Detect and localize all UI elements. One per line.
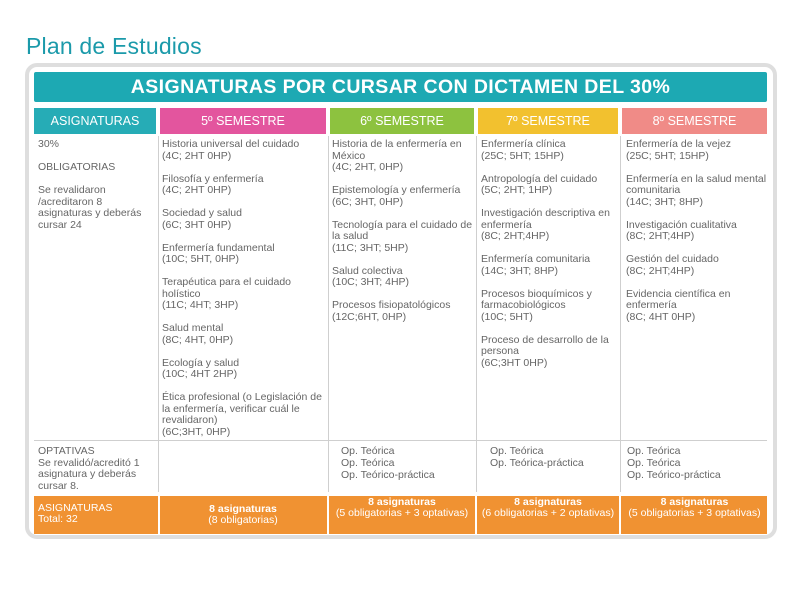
course-item: [162, 243, 330, 266]
course-name: Tecnología para el cuidado de la salud: [332, 218, 473, 242]
semester-5-courses: [162, 139, 330, 450]
totals-count: 8 asignaturas: [660, 496, 729, 508]
course-hours: (8C; 2HT;4HP): [481, 230, 550, 242]
course-hours: (6C;3HT 0HP): [481, 356, 548, 369]
course-name: Antropología del cuidado: [481, 172, 598, 185]
totals-detail: (6 obligatorias + 2 optativas): [481, 507, 615, 520]
totals-semester-8: [622, 496, 767, 534]
course-hours: (6C;3HT, 0HP): [162, 425, 231, 438]
column-header-asignaturas: ASIGNATURAS: [34, 108, 156, 134]
row-divider: [34, 440, 767, 441]
course-name: Enfermería en la salud mental comunitaria: [626, 172, 767, 196]
course-name: Epistemología y enfermería: [332, 184, 461, 196]
footer-divider: [327, 496, 329, 534]
semester-8-courses: [626, 139, 768, 335]
course-hours: (4C; 2HT 0HP): [162, 149, 232, 162]
course-name: Salud colectiva: [332, 264, 403, 277]
course-name: Evidencia científica en enfermería: [626, 287, 731, 311]
optativa-item: Op. Teórico-práctica: [627, 468, 721, 481]
optativa-item: Op. Teórica: [341, 445, 395, 457]
course-item: [626, 289, 768, 324]
footer-divider: [619, 496, 621, 534]
semester-7-courses: [481, 139, 621, 381]
course-name: Gestión del cuidado: [626, 253, 719, 265]
course-hours: (11C; 4HT; 3HP): [162, 299, 239, 311]
course-item: [162, 139, 330, 162]
footer-divider: [475, 496, 477, 534]
course-name: Historia de la enfermería en México: [332, 138, 462, 162]
column-header-semester-5: 5º SEMESTRE: [160, 108, 326, 134]
asignaturas-column: [38, 139, 156, 243]
course-item: [481, 289, 621, 324]
obligatorias-note: Se revalidaron /acreditaron 8 asignaturas y deberás cursar 24: [38, 184, 142, 231]
course-item: [626, 220, 768, 243]
course-name: Procesos bioquímicos y farmacobiológicos: [481, 287, 592, 311]
course-item: [481, 208, 621, 243]
course-name: Investigación cualitativa: [626, 218, 737, 231]
course-name: Investigación descriptiva en enfermería: [481, 207, 610, 231]
course-item: [626, 174, 768, 209]
course-name: Historia universal del cuidado: [162, 138, 300, 150]
optativa-item: Op. Teórica: [627, 456, 681, 469]
course-hours: (4C; 2HT, 0HP): [332, 161, 404, 173]
course-item: [626, 254, 768, 277]
optativa-item: Op. Teórica-práctica: [490, 456, 584, 469]
totals-total: Total: 32: [38, 513, 78, 526]
totals-label: ASIGNATURAS: [38, 502, 113, 514]
column-divider: [158, 136, 159, 492]
course-hours: (8C; 4HT 0HP): [626, 310, 696, 323]
course-item: [332, 139, 474, 174]
optativa-item: Op. Teórico-práctica: [341, 468, 435, 481]
course-hours: (4C; 2HT 0HP): [162, 184, 232, 196]
totals-semester-7: [478, 496, 618, 534]
totals-count: 8 asignaturas: [368, 496, 436, 508]
totals-label-cell: [38, 503, 158, 527]
course-item: [481, 254, 621, 277]
course-hours: (8C; 4HT, 0HP): [162, 333, 234, 346]
optativas-semester-6: [341, 446, 435, 481]
course-hours: (25C; 5HT; 15HP): [626, 149, 709, 162]
column-divider: [476, 136, 477, 492]
optativa-item: Op. Teórica: [627, 445, 681, 457]
totals-semester-6: [330, 496, 474, 534]
page-title: Plan de Estudios: [26, 33, 202, 59]
course-name: Enfermería fundamental: [162, 241, 275, 254]
course-hours: (11C; 3HT; 5HP): [332, 241, 409, 254]
course-hours: (6C; 3HT 0HP): [162, 218, 232, 231]
column-header-semester-8: 8º SEMESTRE: [622, 108, 767, 134]
obligatorias-label: OBLIGATORIAS: [38, 161, 116, 173]
course-hours: (5C; 2HT; 1HP): [481, 184, 553, 196]
course-item: [332, 185, 474, 208]
course-item: [162, 323, 330, 346]
course-hours: (14C; 3HT; 8HP): [626, 195, 704, 208]
course-item: [481, 335, 621, 370]
totals-detail: (5 obligatorias + 3 optativas): [628, 507, 761, 520]
semester-6-courses: [332, 139, 474, 335]
course-item: [162, 358, 330, 381]
course-name: Terapéutica para el cuidado holístico: [162, 276, 292, 300]
course-name: Enfermería clínica: [481, 138, 566, 150]
optativa-item: Op. Teórica: [490, 445, 544, 457]
course-name: Procesos fisiopatológicos: [332, 299, 451, 311]
course-hours: (10C; 4HT 2HP): [162, 368, 238, 380]
course-item: [162, 174, 330, 197]
course-item: [162, 277, 330, 312]
column-header-semester-6: 6º SEMESTRE: [330, 108, 474, 134]
course-hours: (8C; 2HT;4HP): [626, 264, 695, 277]
course-hours: (12C;6HT, 0HP): [332, 310, 407, 323]
totals-detail: (5 obligatorias + 3 optativas): [335, 507, 469, 520]
totals-count: 8 asignaturas: [209, 503, 277, 515]
course-name: Ecología y salud: [162, 356, 240, 369]
course-hours: (8C; 2HT;4HP): [626, 230, 695, 242]
totals-detail: (8 obligatorias): [208, 514, 278, 527]
course-hours: (10C; 5HT, 0HP): [162, 253, 240, 265]
course-hours: (25C; 5HT; 15HP): [481, 149, 564, 162]
optativas-label: OPTATIVAS: [38, 445, 95, 457]
course-name: Proceso de desarrollo de la persona: [481, 333, 609, 357]
course-item: [162, 392, 330, 438]
dictamen-percent: 30%: [38, 138, 60, 150]
optativas-semester-7: [490, 446, 584, 470]
course-hours: (10C; 5HT): [481, 310, 533, 323]
course-item: [332, 300, 474, 323]
totals-semester-5: [160, 496, 326, 534]
optativas-semester-8: [627, 446, 721, 481]
course-name: Filosofía y enfermería: [162, 172, 264, 185]
optativas-note: Se revalidó/acreditó 1 asignatura y deberás cursar 8.: [38, 456, 140, 492]
course-hours: (10C; 3HT; 4HP): [332, 276, 410, 288]
table-banner: ASIGNATURAS POR CURSAR CON DICTAMEN DEL 30%: [34, 72, 767, 102]
course-hours: (14C; 3HT; 8HP): [481, 264, 559, 277]
totals-count: 8 asignaturas: [514, 496, 582, 508]
optativa-item: Op. Teórica: [341, 456, 395, 469]
optativas-cell: [38, 446, 158, 492]
course-item: [332, 220, 474, 255]
course-name: Enfermería comunitaria: [481, 253, 591, 265]
course-name: Salud mental: [162, 322, 224, 334]
column-header-semester-7: 7º SEMESTRE: [478, 108, 618, 134]
course-item: [162, 208, 330, 231]
course-name: Enfermería de la vejez: [626, 138, 732, 150]
course-item: [626, 139, 768, 162]
course-item: [332, 266, 474, 289]
course-item: [481, 174, 621, 197]
course-name: Ética profesional (o Legislación de la enfermería, verificar cuál le revalidaron): [162, 391, 322, 426]
course-item: [481, 139, 621, 162]
course-hours: (6C; 3HT, 0HP): [332, 195, 404, 208]
course-name: Sociedad y salud: [162, 207, 242, 219]
